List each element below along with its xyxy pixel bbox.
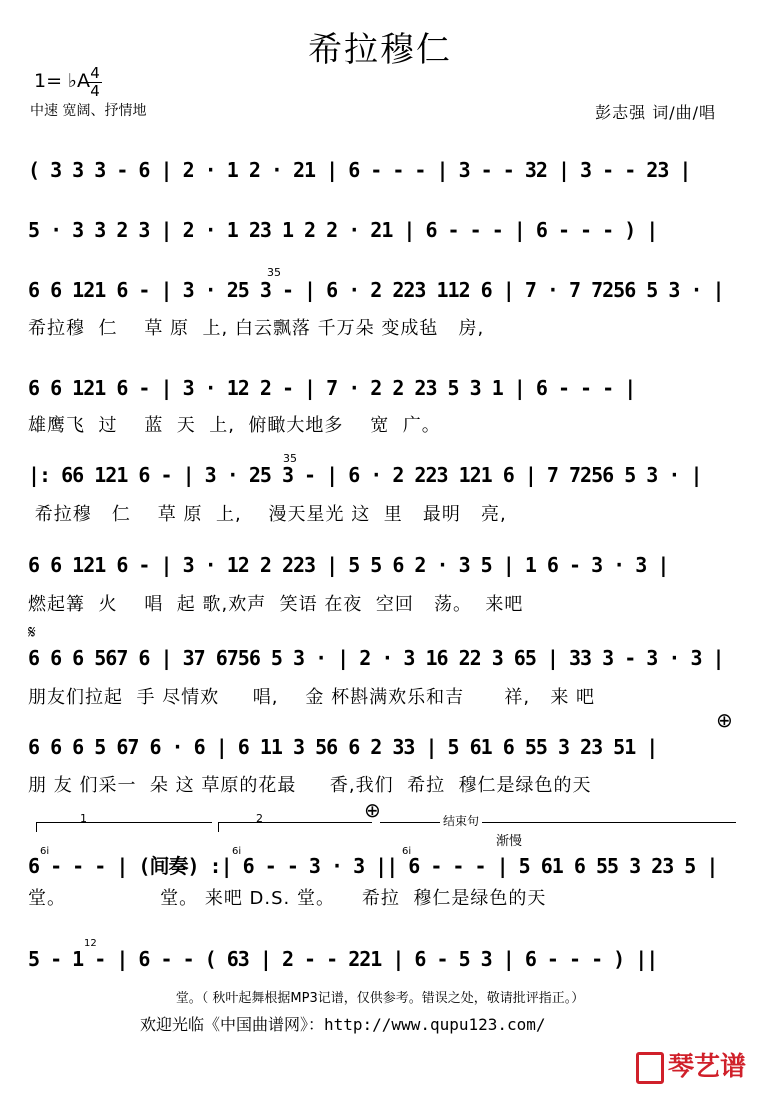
grace-note-2: 6i — [232, 846, 242, 857]
score-row-8: 6 6 6 5 67 6 · 6 | 6 11 3 56 6 2 33 | 5 61 6 55 3 23 51 | — [28, 735, 658, 759]
lyric-row-4: 雄鹰飞 过 蓝 天 上, 俯瞰大地多 宽 广。 — [28, 415, 441, 436]
grace-note-top-2: 35 — [283, 452, 297, 465]
score-row-7: 6 6 6 567 6 | 37 6756 5 3 · | 2 · 3 16 22 3 65 | 33 3 - 3 · 3 | — [28, 646, 724, 670]
score-row-5: |: 66 121 6 - | 3 · 25 3 - | 6 · 2 223 121 6 | 7 7256 5 3 · | — [28, 463, 702, 487]
coda-icon: ⊕ — [716, 708, 733, 732]
lyric-row-7: 朋友们拉起 手 尽情欢 唱, 金 杯斟满欢乐和吉 祥, 来 吧 — [28, 687, 596, 708]
volta-2-label: 2 — [256, 812, 263, 825]
score-row-10: 5 - 1 - | 6 - - ( 63 | 2 - - 221 | 6 - 5 3 | 6 - - - ) || — [28, 947, 658, 971]
logo-icon — [636, 1052, 664, 1084]
volta-1-label: 1 — [80, 812, 87, 825]
time-signature-top: 4 — [90, 64, 100, 82]
ritardando-label: 渐慢 — [496, 834, 523, 849]
lyric-row-8: 朋 友 们采一 朵 这 草原的花最 香,我们 希拉 穆仁是绿色的天 — [28, 775, 592, 796]
time-signature — [88, 66, 102, 99]
grace-note-bottom: 12 — [84, 938, 97, 949]
footer-note: 堂。（ 秋叶起舞根据MP3记谱，仅供参考。错误之处，敬请批评指正。） — [175, 991, 585, 1006]
volta-1-left — [36, 822, 37, 832]
ending-label: 结束句 — [440, 812, 482, 829]
lyric-row-5: 希拉穆 仁 草 原 上, 漫天星光 这 里 最明 亮, — [28, 504, 507, 525]
footer-site[interactable]: 欢迎光临《中国曲谱网》：http://www.qupu123.com/ — [140, 1015, 546, 1034]
site-logo — [636, 1046, 746, 1084]
lyric-row-6: 燃起篝 火 唱 起 歌,欢声 笑语 在夜 空回 荡。 来吧 — [28, 594, 524, 615]
score-row-4: 6 6 121 6 - | 3 · 12 2 - | 7 · 2 2 23 5 3 1 | 6 - - - | — [28, 376, 636, 400]
lyric-row-3: 希拉穆 仁 草 原 上, 白云飘落 千万朵 变成毡 房, — [28, 318, 485, 339]
credit-line: 彭志强 词/曲/唱 — [595, 103, 716, 122]
score-row-3: 6 6 121 6 - | 3 · 25 3 - | 6 · 2 223 112 6 | 7 · 7 7256 5 3 · | — [28, 278, 724, 302]
lyric-row-9: 堂。 堂。 来吧 D.S. 堂。 希拉 穆仁是绿色的天 — [28, 888, 547, 909]
segno-icon: 𝄋 — [28, 622, 36, 643]
grace-note-3: 6i — [402, 846, 412, 857]
coda-icon-2: ⊕ — [364, 798, 381, 822]
score-row-1: ( 3 3 3 - 6 | 2 · 1 2 · 21 | 6 - - - | 3 - - 32 | 3 - - 23 | — [28, 158, 691, 182]
time-signature-bottom: 4 — [90, 82, 100, 100]
logo-text: 琴艺谱 — [667, 1052, 746, 1082]
score-row-9: 6 - - - | (间奏) :| 6 - - 3 · 3 || 6 - - - | 5 61 6 55 3 23 5 | — [28, 854, 718, 878]
grace-note-1: 6i — [40, 846, 50, 857]
score-row-6: 6 6 121 6 - | 3 · 12 2 223 | 5 5 6 2 · 3 5 | 1 6 - 3 · 3 | — [28, 553, 669, 577]
grace-note-top: 35 — [267, 266, 281, 279]
key-signature: 1= ♭A — [34, 70, 91, 92]
volta-1-bracket — [36, 822, 212, 823]
score-row-2: 5 · 3 3 2 3 | 2 · 1 23 1 2 2 · 21 | 6 - - - | 6 - - - ) | — [28, 218, 658, 242]
volta-2-left — [218, 822, 219, 832]
volta-2-bracket — [218, 822, 372, 823]
tempo-marking: 中速 宽阔、抒情地 — [30, 103, 147, 119]
ending-bracket — [380, 822, 736, 823]
page-title: 希拉穆仁 — [308, 30, 452, 70]
